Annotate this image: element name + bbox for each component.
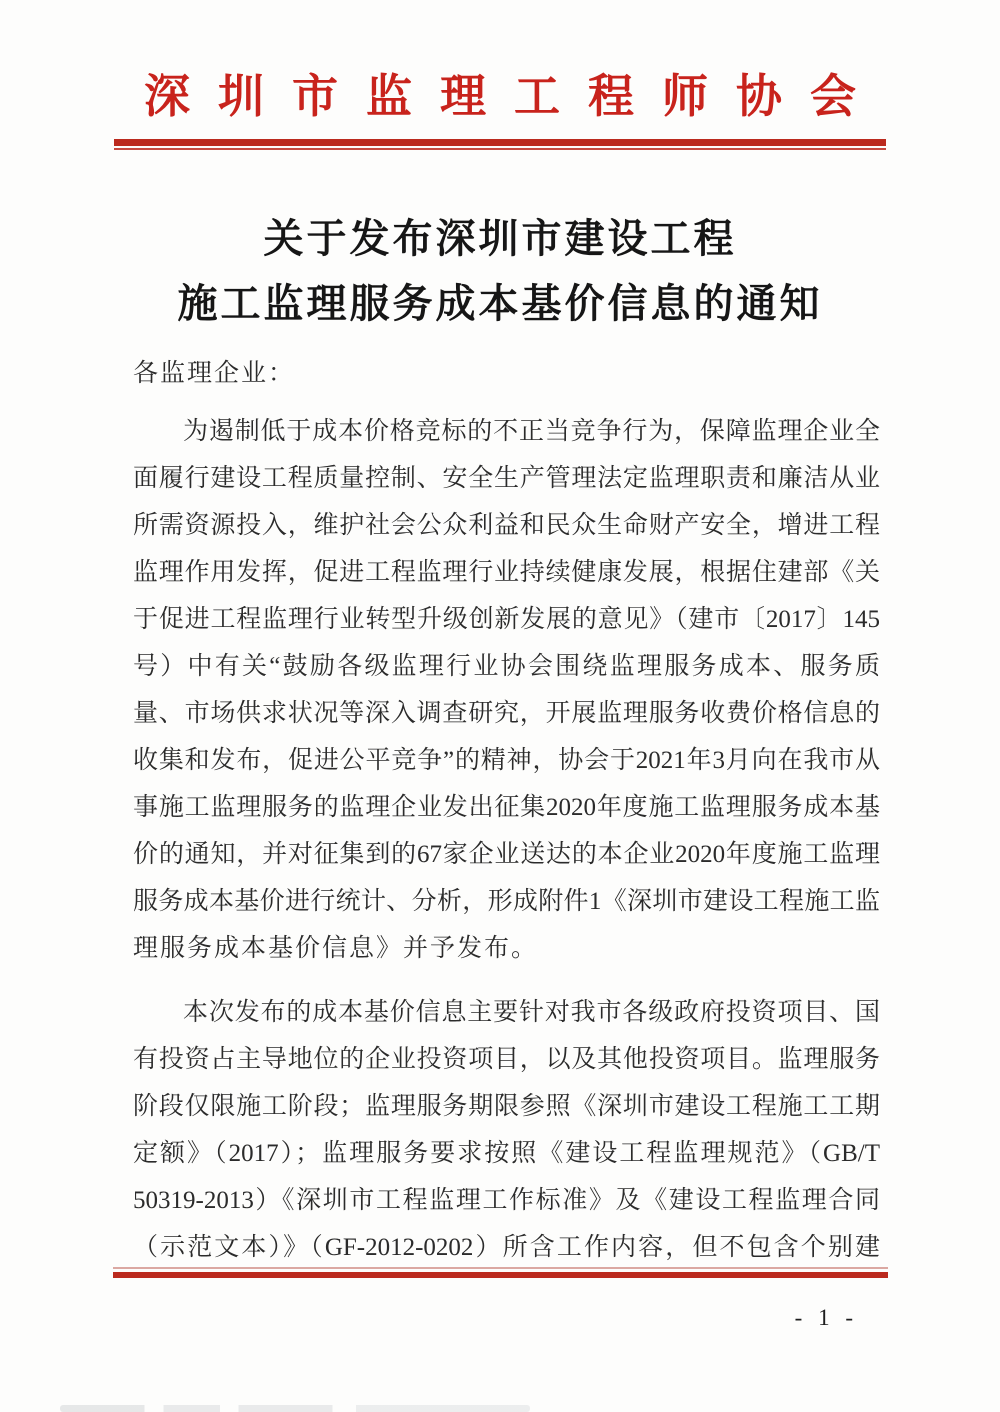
letterhead-rule-thick <box>114 139 886 146</box>
body-line: 阶段仅限施工阶段；监理服务期限参照《深圳市建设工程施工工期 <box>133 1093 880 1120</box>
body-line: 本次发布的成本基价信息主要针对我市各级政府投资项目、国 <box>183 999 880 1026</box>
body-line: 号）中有关“鼓励各级监理行业协会围绕监理服务成本、服务质 <box>133 653 880 680</box>
body-line: 为遏制低于成本价格竞标的不正当竞争行为，保障监理企业全 <box>183 418 880 445</box>
footer-rule-thick <box>113 1272 888 1278</box>
body-line: 理服务成本基价信息》并予发布。 <box>133 935 539 962</box>
salutation: 各监理企业： <box>133 360 296 387</box>
body-line: （示范文本）》（GF-2012-0202）所含工作内容，但不包含个别建 <box>133 1234 880 1261</box>
document-body <box>133 352 880 1271</box>
body-line: 所需资源投入，维护社会公众利益和民众生命财产安全，增进工程 <box>133 512 880 539</box>
footer-rule <box>113 1267 888 1278</box>
body-line: 价的通知，并对征集到的67家企业送达的本企业2020年度施工监理 <box>133 841 880 868</box>
letterhead-rule-thin <box>114 148 886 150</box>
page-number: - 1 - <box>794 1305 858 1330</box>
body-line: 监理作用发挥，促进工程监理行业持续健康发展，根据住建部《关 <box>133 559 880 586</box>
document-title <box>0 206 1000 336</box>
document-title-line1: 关于发布深圳市建设工程 <box>263 216 737 261</box>
paragraph-1 <box>133 408 880 972</box>
document-title-line2: 施工监理服务成本基价信息的通知 <box>177 281 823 326</box>
body-line: 事施工监理服务的监理企业发出征集2020年度施工监理服务成本基 <box>133 794 880 821</box>
scan-bleed-artifact <box>60 1405 530 1412</box>
body-line: 50319-2013）《深圳市工程监理工作标准》及《建设工程监理合同 <box>133 1187 880 1214</box>
body-line: 服务成本基价进行统计、分析，形成附件1《深圳市建设工程施工监 <box>133 888 880 915</box>
body-line: 于促进工程监理行业转型升级创新发展的意见》（建市〔2017〕145 <box>133 606 880 633</box>
letterhead-rule <box>114 139 886 150</box>
body-line: 面履行建设工程质量控制、安全生产管理法定监理职责和廉洁从业 <box>133 465 880 492</box>
paragraph-2 <box>133 989 880 1271</box>
body-line: 定额》（2017）；监理服务要求按照《建设工程监理规范》（GB/T <box>133 1140 880 1167</box>
letterhead-association-name: 深圳市监理工程师协会 <box>144 71 884 122</box>
body-line: 量、市场供求状况等深入调查研究，开展监理服务收费价格信息的 <box>133 700 880 727</box>
body-line: 收集和发布，促进公平竞争”的精神，协会于2021年3月向在我市从 <box>133 747 880 774</box>
body-line: 有投资占主导地位的企业投资项目，以及其他投资项目。监理服务 <box>133 1046 880 1073</box>
